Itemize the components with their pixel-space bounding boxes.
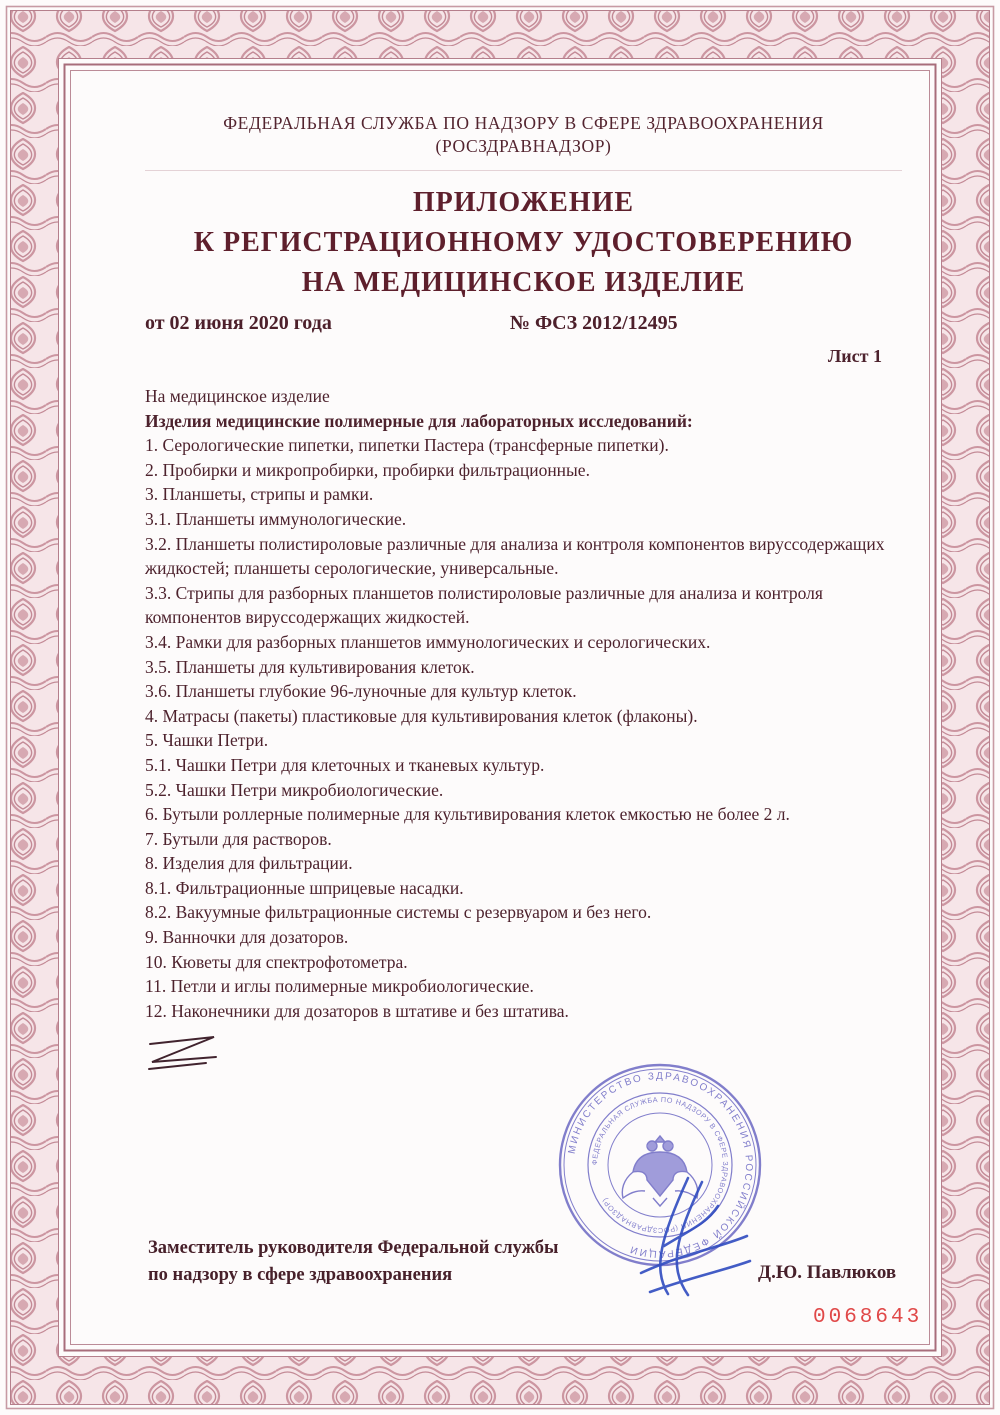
list-item: 4. Матрасы (пакеты) пластиковые для культивирования клеток (флаконы). bbox=[145, 705, 698, 726]
signer-title-line2: по надзору в сфере здравоохранения bbox=[148, 1265, 453, 1285]
list-item: 8. Изделия для фильтрации. bbox=[145, 853, 353, 874]
title-line3: НА МЕДИЦИНСКОЕ ИЗДЕЛИЕ bbox=[301, 267, 746, 298]
stamp-ring-text-outer: МИНИСТЕРСТВО ЗДРАВООХРАНЕНИЯ РОССИЙСКОЙ ФЕДЕРАЦИИ bbox=[566, 1070, 755, 1260]
list-item: 3.2. Планшеты полистироловые различные для анализа и контроля компонентов вируссодержащих жидкостей; планшеты серологические, универсальные. bbox=[145, 533, 885, 579]
registration-date: от 02 июня 2020 года bbox=[145, 312, 332, 334]
list-item: 3.1. Планшеты иммунологические. bbox=[145, 508, 407, 529]
form-serial-number: 0068643 bbox=[813, 1306, 923, 1329]
sheet-number: Лист 1 bbox=[827, 346, 882, 366]
stamp-ring-text-inner: ФЕДЕРАЛЬНАЯ СЛУЖБА ПО НАДЗОРУ В СФЕРЕ ЗДРАВООХРАНЕНИЯ (РОСЗДРАВНАДЗОР) bbox=[589, 1094, 731, 1236]
list-item: 3. Планшеты, стрипы и рамки. bbox=[145, 484, 374, 505]
intro-line: На медицинское изделие bbox=[145, 386, 330, 406]
list-item: 5.1. Чашки Петри для клеточных и тканевых культур. bbox=[145, 754, 545, 775]
agency-name-line2: (РОСЗДРАВНАДЗОР) bbox=[435, 136, 612, 156]
list-item: 10. Кюветы для спектрофотометра. bbox=[145, 951, 408, 972]
title-line2: К РЕГИСТРАЦИОННОМУ УДОСТОВЕРЕНИЮ bbox=[193, 227, 854, 258]
list-item: 7. Бутыли для растворов. bbox=[145, 828, 332, 849]
list-item: 6. Бутыли роллерные полимерные для культивирования клеток емкостью не более 2 л. bbox=[145, 804, 790, 825]
list-item: 8.1. Фильтрационные шприцевые насадки. bbox=[145, 877, 464, 898]
list-item: 5.2. Чашки Петри микробиологические. bbox=[145, 779, 444, 800]
official-stamp bbox=[535, 1040, 785, 1290]
document-body bbox=[145, 112, 902, 1023]
list-item: 2. Пробирки и микропробирки, пробирки фильтрационные. bbox=[145, 459, 590, 480]
double-headed-eagle-icon bbox=[622, 1136, 697, 1206]
agency-name-line1: ФЕДЕРАЛЬНАЯ СЛУЖБА ПО НАДЗОРУ В СФЕРЕ ЗДРАВООХРАНЕНИЯ bbox=[223, 113, 824, 133]
product-list bbox=[145, 433, 902, 1023]
signer-name: Д.Ю. Павлюков bbox=[758, 1262, 897, 1283]
date-number-row bbox=[145, 308, 902, 338]
list-item: 3.4. Рамки для разборных планшетов иммунологических и серологических. bbox=[145, 631, 711, 652]
list-item: 5. Чашки Петри. bbox=[145, 730, 269, 751]
list-item: 3.5. Планшеты для культивирования клеток. bbox=[145, 656, 475, 677]
product-group-title: Изделия медицинские полимерные для лабораторных исследований: bbox=[145, 410, 693, 431]
list-item: 1. Серологические пипетки, пипетки Пастера (трансферные пипетки). bbox=[145, 435, 669, 456]
document-title bbox=[145, 183, 902, 303]
list-item: 12. Наконечники для дозаторов в штативе и без штатива. bbox=[145, 1000, 569, 1021]
list-item: 9. Ванночки для дозаторов. bbox=[145, 927, 349, 948]
signer-title-line1: Заместитель руководителя Федеральной службы bbox=[148, 1238, 559, 1258]
registration-number: № ФСЗ 2012/12495 bbox=[509, 312, 678, 334]
list-item: 3.6. Планшеты глубокие 96-луночные для культур клеток. bbox=[145, 681, 577, 702]
list-item: 11. Петли и иглы полимерные микробиологические. bbox=[145, 976, 534, 997]
letterhead-divider bbox=[145, 170, 902, 171]
list-item: 8.2. Вакуумные фильтрационные системы с резервуаром и без него. bbox=[145, 902, 652, 923]
title-line1: ПРИЛОЖЕНИЕ bbox=[412, 187, 635, 218]
list-item: 3.3. Стрипы для разборных планшетов полистироловые различные для анализа и контроля компонентов вируссодержащих жидкостей. bbox=[145, 582, 823, 628]
